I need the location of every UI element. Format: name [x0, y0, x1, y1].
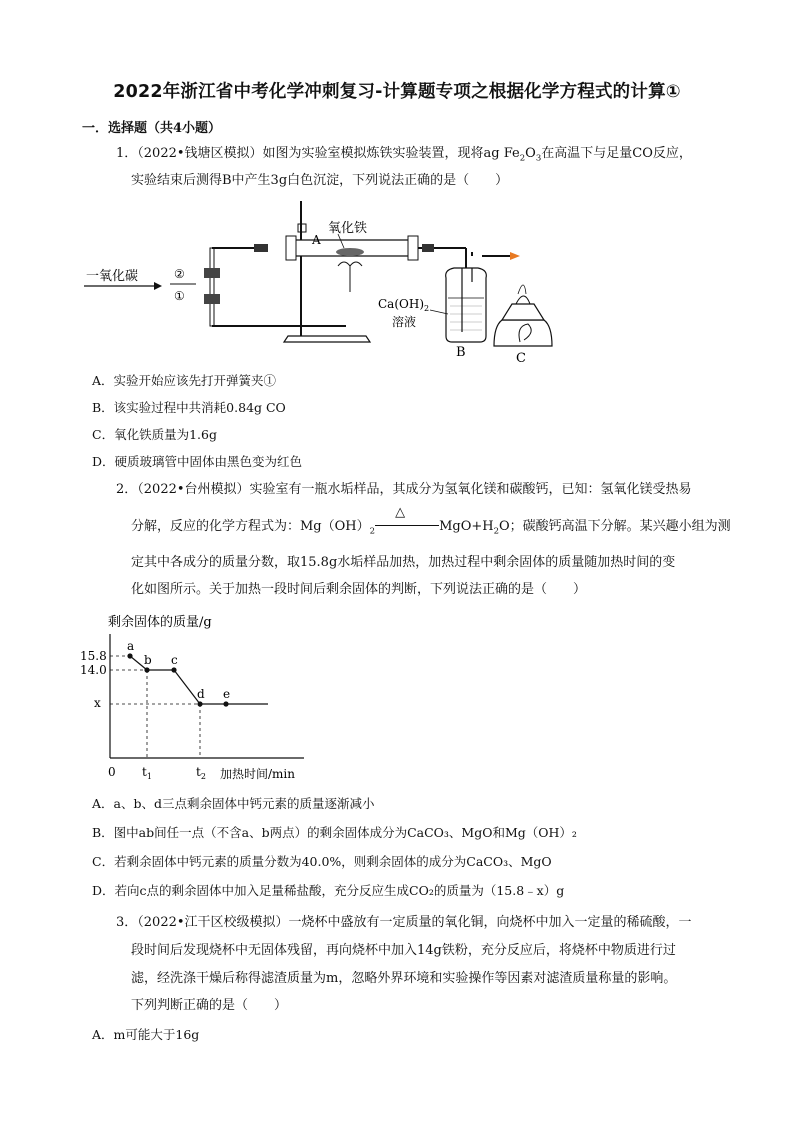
point-label-a: a [127, 639, 135, 653]
ironmaking-apparatus-figure [76, 196, 656, 366]
heating-triangle: △ [395, 505, 406, 520]
y-tick-x: x [94, 696, 101, 710]
point-d [197, 701, 202, 706]
x-tick-t1: $t_1$ [142, 765, 152, 781]
caoh2-label: $Ca(OH)_2$ [378, 297, 430, 313]
q1-option-c[interactable]: C．氧化铁质量为1.6g [92, 427, 217, 442]
chart-y-axis-label: 剩余固体的质量/g [108, 615, 212, 630]
point-label-d: d [197, 687, 205, 701]
chart-x-axis-label: 加热时间/min [220, 767, 295, 781]
point-e [223, 701, 228, 706]
q3-stem-line4: 下列判断正确的是（ ） [131, 998, 288, 1013]
clip-2-label: ② [174, 267, 185, 281]
x-tick-t2: $t_2$ [196, 765, 206, 781]
q1-option-a[interactable]: A．实验开始应该先打开弹簧夹① [92, 373, 277, 388]
q3-stem-line3: 滤，经洗涤干燥后称得滤渣质量为m，忽略外界环境和实验操作等因素对滤渣质量称量的影响。 [131, 971, 677, 986]
label-b: B [456, 345, 466, 360]
q1-stem-line2: 实验结束后测得B中产生3g白色沉淀，下列说法正确的是（ ） [131, 173, 509, 188]
point-b [144, 667, 149, 672]
page-title: 2022年浙江省中考化学冲刺复习-计算题专项之根据化学方程式的计算① [113, 82, 681, 102]
q1-stem-line1: 1．（2022•钱塘区模拟）如图为实验室模拟炼铁实验装置，现将ag $Fe_2O_3$在高温下与足量CO反应， [116, 146, 692, 164]
section-heading: 一．选择题（共4小题） [82, 121, 222, 136]
q3-stem-line2: 段时间后发现烧杯中无固体残留，再向烧杯中加入14g铁粉，充分反应后，将烧杯中物质进行过 [131, 943, 676, 958]
origin-label: 0 [108, 765, 116, 779]
point-label-e: e [223, 687, 231, 701]
label-c: C [516, 351, 526, 366]
q3-option-a[interactable]: A．m可能大于16g [92, 1027, 200, 1042]
label-a: A [312, 233, 321, 247]
q1-option-b[interactable]: B．该实验过程中共消耗0.84g CO [92, 400, 286, 415]
solution-label: 溶液 [392, 315, 417, 329]
q2-option-a[interactable]: A．a、b、d三点剩余固体中钙元素的质量逐渐减小 [92, 796, 375, 811]
point-label-c: c [171, 653, 178, 667]
point-label-b: b [144, 653, 152, 667]
q3-stem-line1: 3．（2022•江干区校级模拟）一烧杯中盛放有一定质量的氧化铜，向烧杯中加入一定量的稀硫酸，一 [116, 915, 692, 930]
co-label: 一氧化碳 [86, 269, 139, 284]
q1-option-d[interactable]: D．硬质玻璃管中固体由黑色变为红色 [92, 454, 303, 469]
q2-option-b[interactable]: B．图中ab间任一点（不含a、b两点）的剩余固体成分为CaCO₃、MgO和Mg（OH）₂ [92, 825, 577, 840]
mass-vs-time-chart [78, 604, 318, 784]
clip-1-label: ① [174, 289, 185, 303]
q2-stem-line4: 化如图所示。关于加热一段时间后剩余固体的判断，下列说法正确的是（ ） [131, 582, 587, 597]
y-tick-158: 15.8 [80, 649, 107, 663]
q2-stem-line3: 定其中各成分的质量分数，取15.8g水垢样品加热，加热过程中剩余固体的质量随加热时间的变 [131, 555, 676, 570]
iron-oxide-label: 氧化铁 [328, 221, 368, 236]
point-c [171, 667, 176, 672]
y-tick-140: 14.0 [80, 663, 107, 677]
q2-option-d[interactable]: D．若向c点的剩余固体中加入足量稀盐酸，充分反应生成CO₂的质量为（15.8﹣x）g [92, 883, 565, 898]
point-a [127, 653, 132, 658]
q2-stem-line1: 2．（2022•台州模拟）实验室有一瓶水垢样品，其成分为氢氧化镁和碳酸钙，已知：氢氧化镁受热易 [116, 482, 692, 497]
q2-stem-line2: 分解，反应的化学方程式为：$Mg(OH)_2$ △ $MgO+H_2O$；碳酸钙高温下分解。某兴趣小组为测 [131, 505, 731, 537]
q2-option-c[interactable]: C．若剩余固体中钙元素的质量分数为40.0%，则剩余固体的成分为CaCO₃、MgO [92, 854, 552, 869]
